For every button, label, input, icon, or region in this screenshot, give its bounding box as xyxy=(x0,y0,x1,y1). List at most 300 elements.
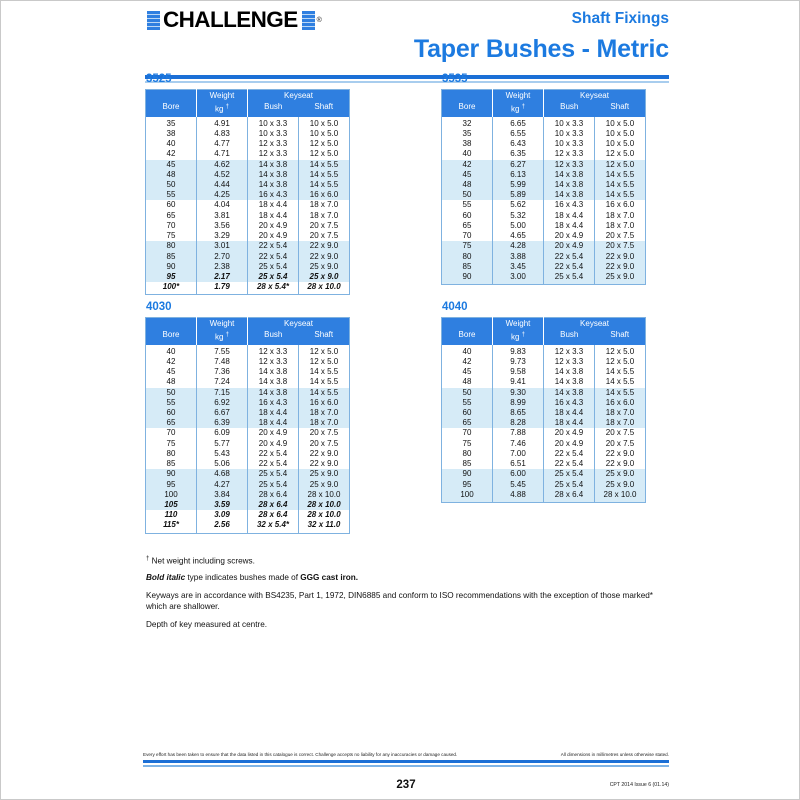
cell-bore: 48 xyxy=(146,377,197,387)
note-net-weight-text: Net weight including screws. xyxy=(151,556,255,566)
cell-weight: 5.77 xyxy=(197,439,248,449)
col-weight-unit: kg † xyxy=(197,330,248,345)
note-net-weight xyxy=(146,554,666,567)
table-row xyxy=(146,272,350,282)
footer-fineprint xyxy=(141,751,671,760)
spec-table-3525 xyxy=(145,89,350,295)
table-row xyxy=(146,241,350,251)
cell-keyseat-bush: 18 x 4.4 xyxy=(248,211,299,221)
cell-bore: 60 xyxy=(146,408,197,418)
col-bore: Bore xyxy=(442,102,493,117)
cell-bore: 95 xyxy=(146,272,197,282)
table-title-4040: 4040 xyxy=(442,301,468,313)
page-content xyxy=(141,1,671,629)
table-row xyxy=(146,469,350,479)
cell-keyseat-shaft: 25 x 9.0 xyxy=(595,480,646,490)
table-row xyxy=(442,252,646,262)
note-keyways-line2: which are shallower. xyxy=(146,601,220,611)
table-row xyxy=(442,449,646,459)
dagger-icon: † xyxy=(146,556,150,562)
col-weight-unit: kg † xyxy=(493,330,544,345)
cell-keyseat-shaft: 18 x 7.0 xyxy=(299,408,350,418)
cell-keyseat-shaft: 20 x 7.5 xyxy=(595,439,646,449)
table-row xyxy=(442,241,646,251)
section-kicker: Shaft Fixings xyxy=(571,10,669,27)
cell-keyseat-bush: 14 x 3.8 xyxy=(248,367,299,377)
table-title-3535: 3535 xyxy=(442,73,468,85)
cell-weight: 4.88 xyxy=(493,490,544,503)
cell-weight: 3.29 xyxy=(197,231,248,241)
col-shaft: Shaft xyxy=(595,102,646,117)
cell-keyseat-bush: 18 x 4.4 xyxy=(544,418,595,428)
table-row xyxy=(146,200,350,210)
table-body xyxy=(146,117,350,295)
cell-keyseat-bush: 14 x 3.8 xyxy=(544,377,595,387)
cell-weight: 4.91 xyxy=(197,117,248,129)
spec-tables xyxy=(141,73,671,533)
cell-weight: 6.92 xyxy=(197,398,248,408)
col-keyseat-group: Keyseat xyxy=(544,318,646,331)
cell-weight: 5.45 xyxy=(493,480,544,490)
cell-keyseat-shaft: 16 x 6.0 xyxy=(595,200,646,210)
cell-keyseat-shaft: 16 x 6.0 xyxy=(299,190,350,200)
cell-keyseat-bush: 14 x 3.8 xyxy=(544,367,595,377)
table-row xyxy=(442,117,646,129)
cell-weight: 3.59 xyxy=(197,500,248,510)
table-row xyxy=(146,252,350,262)
cell-weight: 1.79 xyxy=(197,282,248,295)
note-keyways xyxy=(146,590,666,612)
cell-bore: 75 xyxy=(146,439,197,449)
cell-bore: 40 xyxy=(146,139,197,149)
footer-dimensions-note: All dimensions in millimetres unless otherwise stated. xyxy=(560,752,669,757)
cell-keyseat-shaft: 10 x 5.0 xyxy=(595,139,646,149)
cell-keyseat-shaft: 10 x 5.0 xyxy=(299,117,350,129)
cell-keyseat-bush: 14 x 3.8 xyxy=(544,388,595,398)
cell-keyseat-shaft: 14 x 5.5 xyxy=(595,377,646,387)
cell-keyseat-shaft: 25 x 9.0 xyxy=(299,272,350,282)
table-row xyxy=(146,170,350,180)
table-head xyxy=(442,318,646,345)
cell-bore: 80 xyxy=(442,252,493,262)
table-row xyxy=(442,160,646,170)
table-row xyxy=(442,262,646,272)
cell-keyseat-bush: 12 x 3.3 xyxy=(544,357,595,367)
cell-weight: 4.71 xyxy=(197,149,248,159)
cell-keyseat-shaft: 14 x 5.5 xyxy=(299,388,350,398)
cell-weight: 9.73 xyxy=(493,357,544,367)
table-row xyxy=(146,345,350,357)
col-bore: Bore xyxy=(146,102,197,117)
cell-weight: 6.43 xyxy=(493,139,544,149)
cell-keyseat-shaft: 16 x 6.0 xyxy=(595,398,646,408)
cell-bore: 75 xyxy=(442,241,493,251)
cell-bore: 38 xyxy=(442,139,493,149)
cell-bore: 55 xyxy=(442,200,493,210)
cell-weight: 6.39 xyxy=(197,418,248,428)
cell-weight: 6.67 xyxy=(197,408,248,418)
cell-keyseat-bush: 20 x 4.9 xyxy=(248,439,299,449)
cell-keyseat-bush: 12 x 3.3 xyxy=(248,357,299,367)
cell-keyseat-bush: 32 x 5.4* xyxy=(248,520,299,533)
cell-keyseat-bush: 18 x 4.4 xyxy=(544,211,595,221)
cell-keyseat-shaft: 14 x 5.5 xyxy=(299,377,350,387)
cell-bore: 70 xyxy=(146,428,197,438)
footer-disclaimer: Every effort has been taken to ensure that the data listed in this catalogue is correct. Challenge accepts no liability for any inaccuracies or damage caused. xyxy=(143,752,458,757)
cell-weight: 4.83 xyxy=(197,129,248,139)
table-row xyxy=(146,500,350,510)
cell-keyseat-shaft: 22 x 9.0 xyxy=(595,449,646,459)
cell-keyseat-shaft: 20 x 7.5 xyxy=(595,241,646,251)
cell-weight: 3.81 xyxy=(197,211,248,221)
cell-weight: 7.55 xyxy=(197,345,248,357)
cell-keyseat-bush: 28 x 6.4 xyxy=(248,490,299,500)
cell-keyseat-shaft: 16 x 6.0 xyxy=(299,398,350,408)
cell-keyseat-bush: 18 x 4.4 xyxy=(248,408,299,418)
cell-bore: 50 xyxy=(146,180,197,190)
table-head xyxy=(146,318,350,345)
cell-bore: 85 xyxy=(442,262,493,272)
cell-keyseat-bush: 10 x 3.3 xyxy=(248,117,299,129)
cell-bore: 50 xyxy=(146,388,197,398)
cell-bore: 115* xyxy=(146,520,197,533)
registered-trademark-icon: ® xyxy=(316,16,322,24)
cell-bore: 38 xyxy=(146,129,197,139)
cell-keyseat-bush: 28 x 6.4 xyxy=(248,500,299,510)
table-row xyxy=(442,408,646,418)
cell-weight: 4.65 xyxy=(493,231,544,241)
cell-keyseat-shaft: 32 x 11.0 xyxy=(299,520,350,533)
cell-bore: 80 xyxy=(442,449,493,459)
table-row xyxy=(146,480,350,490)
cell-keyseat-bush: 28 x 6.4 xyxy=(544,490,595,503)
cell-keyseat-bush: 22 x 5.4 xyxy=(544,262,595,272)
cell-keyseat-bush: 25 x 5.4 xyxy=(248,480,299,490)
note-bi-mid: type indicates bushes made of xyxy=(187,572,299,582)
cell-keyseat-shaft: 12 x 5.0 xyxy=(595,149,646,159)
table-row xyxy=(442,367,646,377)
cell-bore: 80 xyxy=(146,241,197,251)
cell-weight: 5.00 xyxy=(493,221,544,231)
spec-block-3525 xyxy=(145,73,350,295)
cell-keyseat-shaft: 18 x 7.0 xyxy=(595,211,646,221)
cell-keyseat-bush: 20 x 4.9 xyxy=(544,439,595,449)
col-keyseat-group: Keyseat xyxy=(544,90,646,103)
table-row xyxy=(146,398,350,408)
table-row xyxy=(442,357,646,367)
table-row xyxy=(146,367,350,377)
table-row xyxy=(146,428,350,438)
table-title-4030: 4030 xyxy=(146,301,172,313)
cell-keyseat-shaft: 14 x 5.5 xyxy=(595,388,646,398)
cell-bore: 95 xyxy=(442,480,493,490)
cell-keyseat-shaft: 14 x 5.5 xyxy=(595,170,646,180)
table-row xyxy=(146,282,350,295)
cell-keyseat-bush: 16 x 4.3 xyxy=(248,190,299,200)
cell-weight: 2.17 xyxy=(197,272,248,282)
cell-keyseat-shaft: 20 x 7.5 xyxy=(299,221,350,231)
col-weight-unit: kg † xyxy=(197,102,248,117)
cell-bore: 90 xyxy=(442,469,493,479)
cell-keyseat-shaft: 14 x 5.5 xyxy=(595,190,646,200)
cell-bore: 85 xyxy=(146,459,197,469)
cell-bore: 50 xyxy=(442,388,493,398)
cell-weight: 7.46 xyxy=(493,439,544,449)
cell-weight: 4.77 xyxy=(197,139,248,149)
cell-bore: 55 xyxy=(146,190,197,200)
col-weight-group: Weight xyxy=(493,90,544,103)
cell-keyseat-shaft: 14 x 5.5 xyxy=(299,367,350,377)
cell-bore: 60 xyxy=(146,200,197,210)
cell-keyseat-shaft: 22 x 9.0 xyxy=(299,449,350,459)
cell-weight: 7.36 xyxy=(197,367,248,377)
cell-bore: 85 xyxy=(442,459,493,469)
cell-keyseat-shaft: 22 x 9.0 xyxy=(299,241,350,251)
col-shaft: Shaft xyxy=(595,330,646,345)
spec-block-4040 xyxy=(441,301,646,503)
cell-bore: 100 xyxy=(442,490,493,503)
col-spacer xyxy=(146,318,197,331)
cell-weight: 7.00 xyxy=(493,449,544,459)
cell-bore: 35 xyxy=(442,129,493,139)
cell-keyseat-bush: 10 x 3.3 xyxy=(544,129,595,139)
cell-weight: 5.62 xyxy=(493,200,544,210)
table-row xyxy=(442,439,646,449)
cell-bore: 55 xyxy=(442,398,493,408)
cell-keyseat-shaft: 14 x 5.5 xyxy=(299,160,350,170)
cell-bore: 42 xyxy=(146,357,197,367)
issue-code: CPT 2014 Issue 6 (01.14) xyxy=(609,781,669,788)
cell-bore: 100 xyxy=(146,490,197,500)
col-weight-group: Weight xyxy=(493,318,544,331)
cell-keyseat-shaft: 28 x 10.0 xyxy=(299,500,350,510)
cell-keyseat-shaft: 25 x 9.0 xyxy=(299,469,350,479)
page-header xyxy=(141,1,671,73)
cell-bore: 40 xyxy=(442,345,493,357)
cell-keyseat-shaft: 10 x 5.0 xyxy=(595,129,646,139)
cell-weight: 6.13 xyxy=(493,170,544,180)
table-title-3525: 3525 xyxy=(146,73,172,85)
page-title: Taper Bushes - Metric xyxy=(413,35,669,63)
cell-keyseat-bush: 22 x 5.4 xyxy=(544,459,595,469)
note-key-depth: Depth of key measured at centre. xyxy=(146,619,268,629)
footnotes xyxy=(146,554,666,637)
cell-weight: 2.38 xyxy=(197,262,248,272)
cell-bore: 65 xyxy=(442,221,493,231)
cell-keyseat-bush: 14 x 3.8 xyxy=(248,160,299,170)
cell-keyseat-shaft: 14 x 5.5 xyxy=(299,170,350,180)
cell-keyseat-shaft: 28 x 10.0 xyxy=(595,490,646,503)
cell-keyseat-shaft: 10 x 5.0 xyxy=(299,129,350,139)
col-bush: Bush xyxy=(248,330,299,345)
table-row xyxy=(146,418,350,428)
cell-keyseat-shaft: 20 x 7.5 xyxy=(595,231,646,241)
cell-bore: 48 xyxy=(146,170,197,180)
table-body xyxy=(146,345,350,533)
cell-bore: 42 xyxy=(146,149,197,159)
cell-keyseat-bush: 14 x 3.8 xyxy=(544,190,595,200)
cell-weight: 2.70 xyxy=(197,252,248,262)
spec-table-4040 xyxy=(441,317,646,503)
cell-weight: 3.09 xyxy=(197,510,248,520)
cell-weight: 2.56 xyxy=(197,520,248,533)
cell-keyseat-shaft: 20 x 7.5 xyxy=(299,231,350,241)
cell-bore: 55 xyxy=(146,398,197,408)
cell-bore: 35 xyxy=(146,117,197,129)
cell-weight: 7.88 xyxy=(493,428,544,438)
cell-keyseat-bush: 25 x 5.4 xyxy=(544,480,595,490)
cell-keyseat-shaft: 18 x 7.0 xyxy=(299,211,350,221)
cell-weight: 4.62 xyxy=(197,160,248,170)
table-row xyxy=(146,117,350,129)
cell-keyseat-bush: 22 x 5.4 xyxy=(544,449,595,459)
cell-keyseat-shaft: 20 x 7.5 xyxy=(299,428,350,438)
table-row xyxy=(146,520,350,533)
col-keyseat-group: Keyseat xyxy=(248,318,350,331)
col-weight-group: Weight xyxy=(197,318,248,331)
cell-keyseat-shaft: 28 x 10.0 xyxy=(299,282,350,295)
cell-bore: 110 xyxy=(146,510,197,520)
cell-weight: 4.44 xyxy=(197,180,248,190)
table-row xyxy=(442,272,646,285)
table-row xyxy=(146,149,350,159)
cell-keyseat-shaft: 20 x 7.5 xyxy=(595,428,646,438)
logo-wordmark: CHALLENGE xyxy=(163,7,298,32)
cell-keyseat-bush: 10 x 3.3 xyxy=(544,139,595,149)
cell-keyseat-bush: 12 x 3.3 xyxy=(544,160,595,170)
col-weight-unit: kg † xyxy=(493,102,544,117)
cell-weight: 8.99 xyxy=(493,398,544,408)
cell-weight: 3.84 xyxy=(197,490,248,500)
cell-keyseat-shaft: 22 x 9.0 xyxy=(299,252,350,262)
cell-weight: 6.51 xyxy=(493,459,544,469)
cell-keyseat-shaft: 25 x 9.0 xyxy=(299,480,350,490)
note-bi-material: GGG cast iron. xyxy=(300,572,359,582)
cell-keyseat-shaft: 14 x 5.5 xyxy=(595,180,646,190)
table-row xyxy=(146,408,350,418)
spec-block-3535 xyxy=(441,73,646,285)
table-row xyxy=(442,231,646,241)
cell-keyseat-bush: 22 x 5.4 xyxy=(248,459,299,469)
cell-bore: 45 xyxy=(146,160,197,170)
cell-weight: 4.52 xyxy=(197,170,248,180)
cell-keyseat-bush: 25 x 5.4 xyxy=(544,469,595,479)
cell-keyseat-bush: 22 x 5.4 xyxy=(248,449,299,459)
table-row xyxy=(146,439,350,449)
cell-keyseat-shaft: 12 x 5.0 xyxy=(595,357,646,367)
table-row xyxy=(146,139,350,149)
footer-rule-thin xyxy=(143,765,669,767)
table-row xyxy=(146,262,350,272)
table-row xyxy=(146,190,350,200)
cell-bore: 40 xyxy=(146,345,197,357)
cell-weight: 5.43 xyxy=(197,449,248,459)
cell-bore: 75 xyxy=(442,439,493,449)
cell-keyseat-bush: 16 x 4.3 xyxy=(544,200,595,210)
cell-weight: 4.28 xyxy=(493,241,544,251)
cell-keyseat-bush: 16 x 4.3 xyxy=(544,398,595,408)
col-spacer xyxy=(442,318,493,331)
cell-weight: 6.65 xyxy=(493,117,544,129)
cell-weight: 6.00 xyxy=(493,469,544,479)
col-shaft: Shaft xyxy=(299,102,350,117)
table-row xyxy=(442,200,646,210)
cell-weight: 4.27 xyxy=(197,480,248,490)
cell-keyseat-bush: 25 x 5.4 xyxy=(248,469,299,479)
cell-weight: 4.04 xyxy=(197,200,248,210)
cell-keyseat-shaft: 18 x 7.0 xyxy=(595,408,646,418)
cell-bore: 85 xyxy=(146,252,197,262)
cell-keyseat-bush: 12 x 3.3 xyxy=(248,139,299,149)
logo-stripe-left-icon xyxy=(147,11,160,30)
table-row xyxy=(442,377,646,387)
cell-weight: 5.89 xyxy=(493,190,544,200)
cell-keyseat-bush: 22 x 5.4 xyxy=(248,252,299,262)
col-bush: Bush xyxy=(544,330,595,345)
table-row xyxy=(442,459,646,469)
cell-keyseat-bush: 12 x 3.3 xyxy=(248,345,299,357)
cell-keyseat-shaft: 22 x 9.0 xyxy=(595,252,646,262)
cell-keyseat-bush: 14 x 3.8 xyxy=(248,180,299,190)
cell-keyseat-shaft: 12 x 5.0 xyxy=(595,345,646,357)
cell-bore: 80 xyxy=(146,449,197,459)
cell-keyseat-bush: 14 x 3.8 xyxy=(544,170,595,180)
cell-keyseat-shaft: 12 x 5.0 xyxy=(299,357,350,367)
table-row xyxy=(146,510,350,520)
cell-bore: 75 xyxy=(146,231,197,241)
cell-bore: 45 xyxy=(442,367,493,377)
cell-bore: 90 xyxy=(442,272,493,285)
table-row xyxy=(146,180,350,190)
cell-bore: 90 xyxy=(146,469,197,479)
table-row xyxy=(146,357,350,367)
cell-keyseat-shaft: 18 x 7.0 xyxy=(595,418,646,428)
cell-keyseat-shaft: 12 x 5.0 xyxy=(299,345,350,357)
cell-weight: 3.45 xyxy=(493,262,544,272)
table-row xyxy=(442,428,646,438)
cell-keyseat-bush: 10 x 3.3 xyxy=(544,117,595,129)
cell-weight: 8.65 xyxy=(493,408,544,418)
cell-bore: 65 xyxy=(442,418,493,428)
col-bush: Bush xyxy=(248,102,299,117)
cell-keyseat-bush: 20 x 4.9 xyxy=(544,428,595,438)
cell-keyseat-bush: 25 x 5.4 xyxy=(248,262,299,272)
table-row xyxy=(146,449,350,459)
table-row xyxy=(146,221,350,231)
cell-keyseat-shaft: 12 x 5.0 xyxy=(299,139,350,149)
cell-keyseat-bush: 12 x 3.3 xyxy=(544,149,595,159)
table-row xyxy=(442,480,646,490)
table-row xyxy=(146,388,350,398)
col-keyseat-group: Keyseat xyxy=(248,90,350,103)
table-head xyxy=(146,90,350,117)
cell-keyseat-bush: 20 x 4.9 xyxy=(248,231,299,241)
logo-stripe-right-icon xyxy=(302,11,315,30)
cell-keyseat-bush: 18 x 4.4 xyxy=(544,221,595,231)
cell-keyseat-bush: 22 x 5.4 xyxy=(544,252,595,262)
cell-weight: 3.56 xyxy=(197,221,248,231)
cell-keyseat-bush: 20 x 4.9 xyxy=(544,241,595,251)
cell-keyseat-bush: 14 x 3.8 xyxy=(248,377,299,387)
cell-keyseat-bush: 20 x 4.9 xyxy=(248,221,299,231)
spec-table-3535 xyxy=(441,89,646,285)
table-row xyxy=(442,139,646,149)
cell-keyseat-shaft: 18 x 7.0 xyxy=(299,418,350,428)
cell-weight: 7.48 xyxy=(197,357,248,367)
cell-keyseat-bush: 22 x 5.4 xyxy=(248,241,299,251)
cell-weight: 9.41 xyxy=(493,377,544,387)
note-keyways-line1: Keyways are in accordance with BS4235, Part 1, 1972, DIN6885 and conform to ISO recommendations with the exception of those marked* xyxy=(146,590,653,600)
